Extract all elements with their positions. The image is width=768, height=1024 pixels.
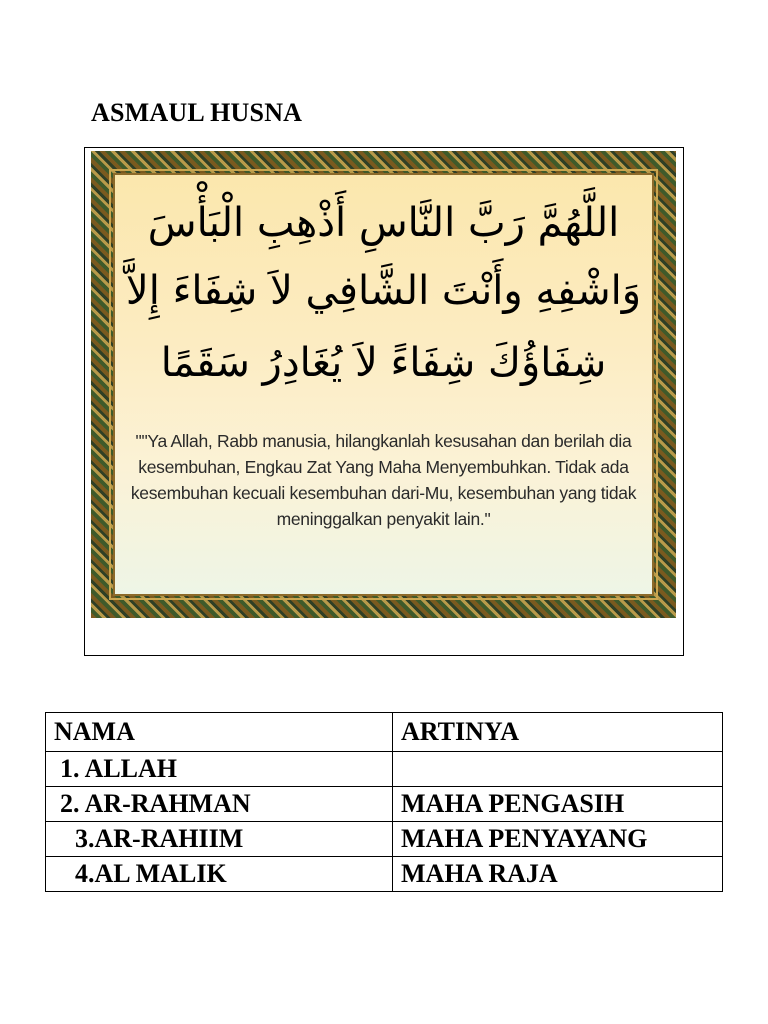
prayer-card-panel — [113, 173, 654, 596]
cell-nama: 4.AL MALIK — [46, 857, 393, 892]
cell-artinya: MAHA PENGASIH — [393, 787, 723, 822]
table-row — [46, 822, 723, 857]
page-title: ASMAUL HUSNA — [91, 98, 303, 127]
arabic-line-2: وَاشْفِهِ وأَنْتَ الشَّافِي لاَ شِفَاءَ إِلاَّ — [125, 268, 642, 314]
cell-artinya: MAHA RAJA — [393, 857, 723, 892]
header-nama: NAMA — [46, 713, 393, 752]
arabic-line-1: اللَّهُمَّ رَبَّ النَّاسِ أَذْهِبِ الْبَأْسَ — [147, 200, 620, 246]
arabic-line-3: شِفَاؤُكَ شِفَاءً لاَ يُغَادِرُ سَقَمًا — [160, 340, 607, 386]
cell-nama: 2. AR-RAHMAN — [46, 787, 393, 822]
cell-nama: 3.AR-RAHIIM — [46, 822, 393, 857]
header-artinya: ARTINYA — [393, 713, 723, 752]
prayer-translation: ""Ya Allah, Rabb manusia, hilangkanlah kesusahan dan berilah dia kesembuhan, Engkau Zat Yang Maha Menyembuhkan. Tidak ada kesembuhan kecuali kesembuhan dari-Mu, kesembuhan yang tidak meninggalkan penyakit lain." — [130, 431, 637, 529]
cell-artinya — [393, 752, 723, 787]
prayer-image-frame — [84, 147, 684, 656]
table-row — [46, 752, 723, 787]
cell-nama: 1. ALLAH — [46, 752, 393, 787]
asmaul-husna-table — [45, 712, 723, 892]
table-row — [46, 857, 723, 892]
cell-artinya: MAHA PENYAYANG — [393, 822, 723, 857]
table-header-row — [46, 713, 723, 752]
prayer-card-ornamental-border — [91, 151, 676, 618]
table-row — [46, 787, 723, 822]
